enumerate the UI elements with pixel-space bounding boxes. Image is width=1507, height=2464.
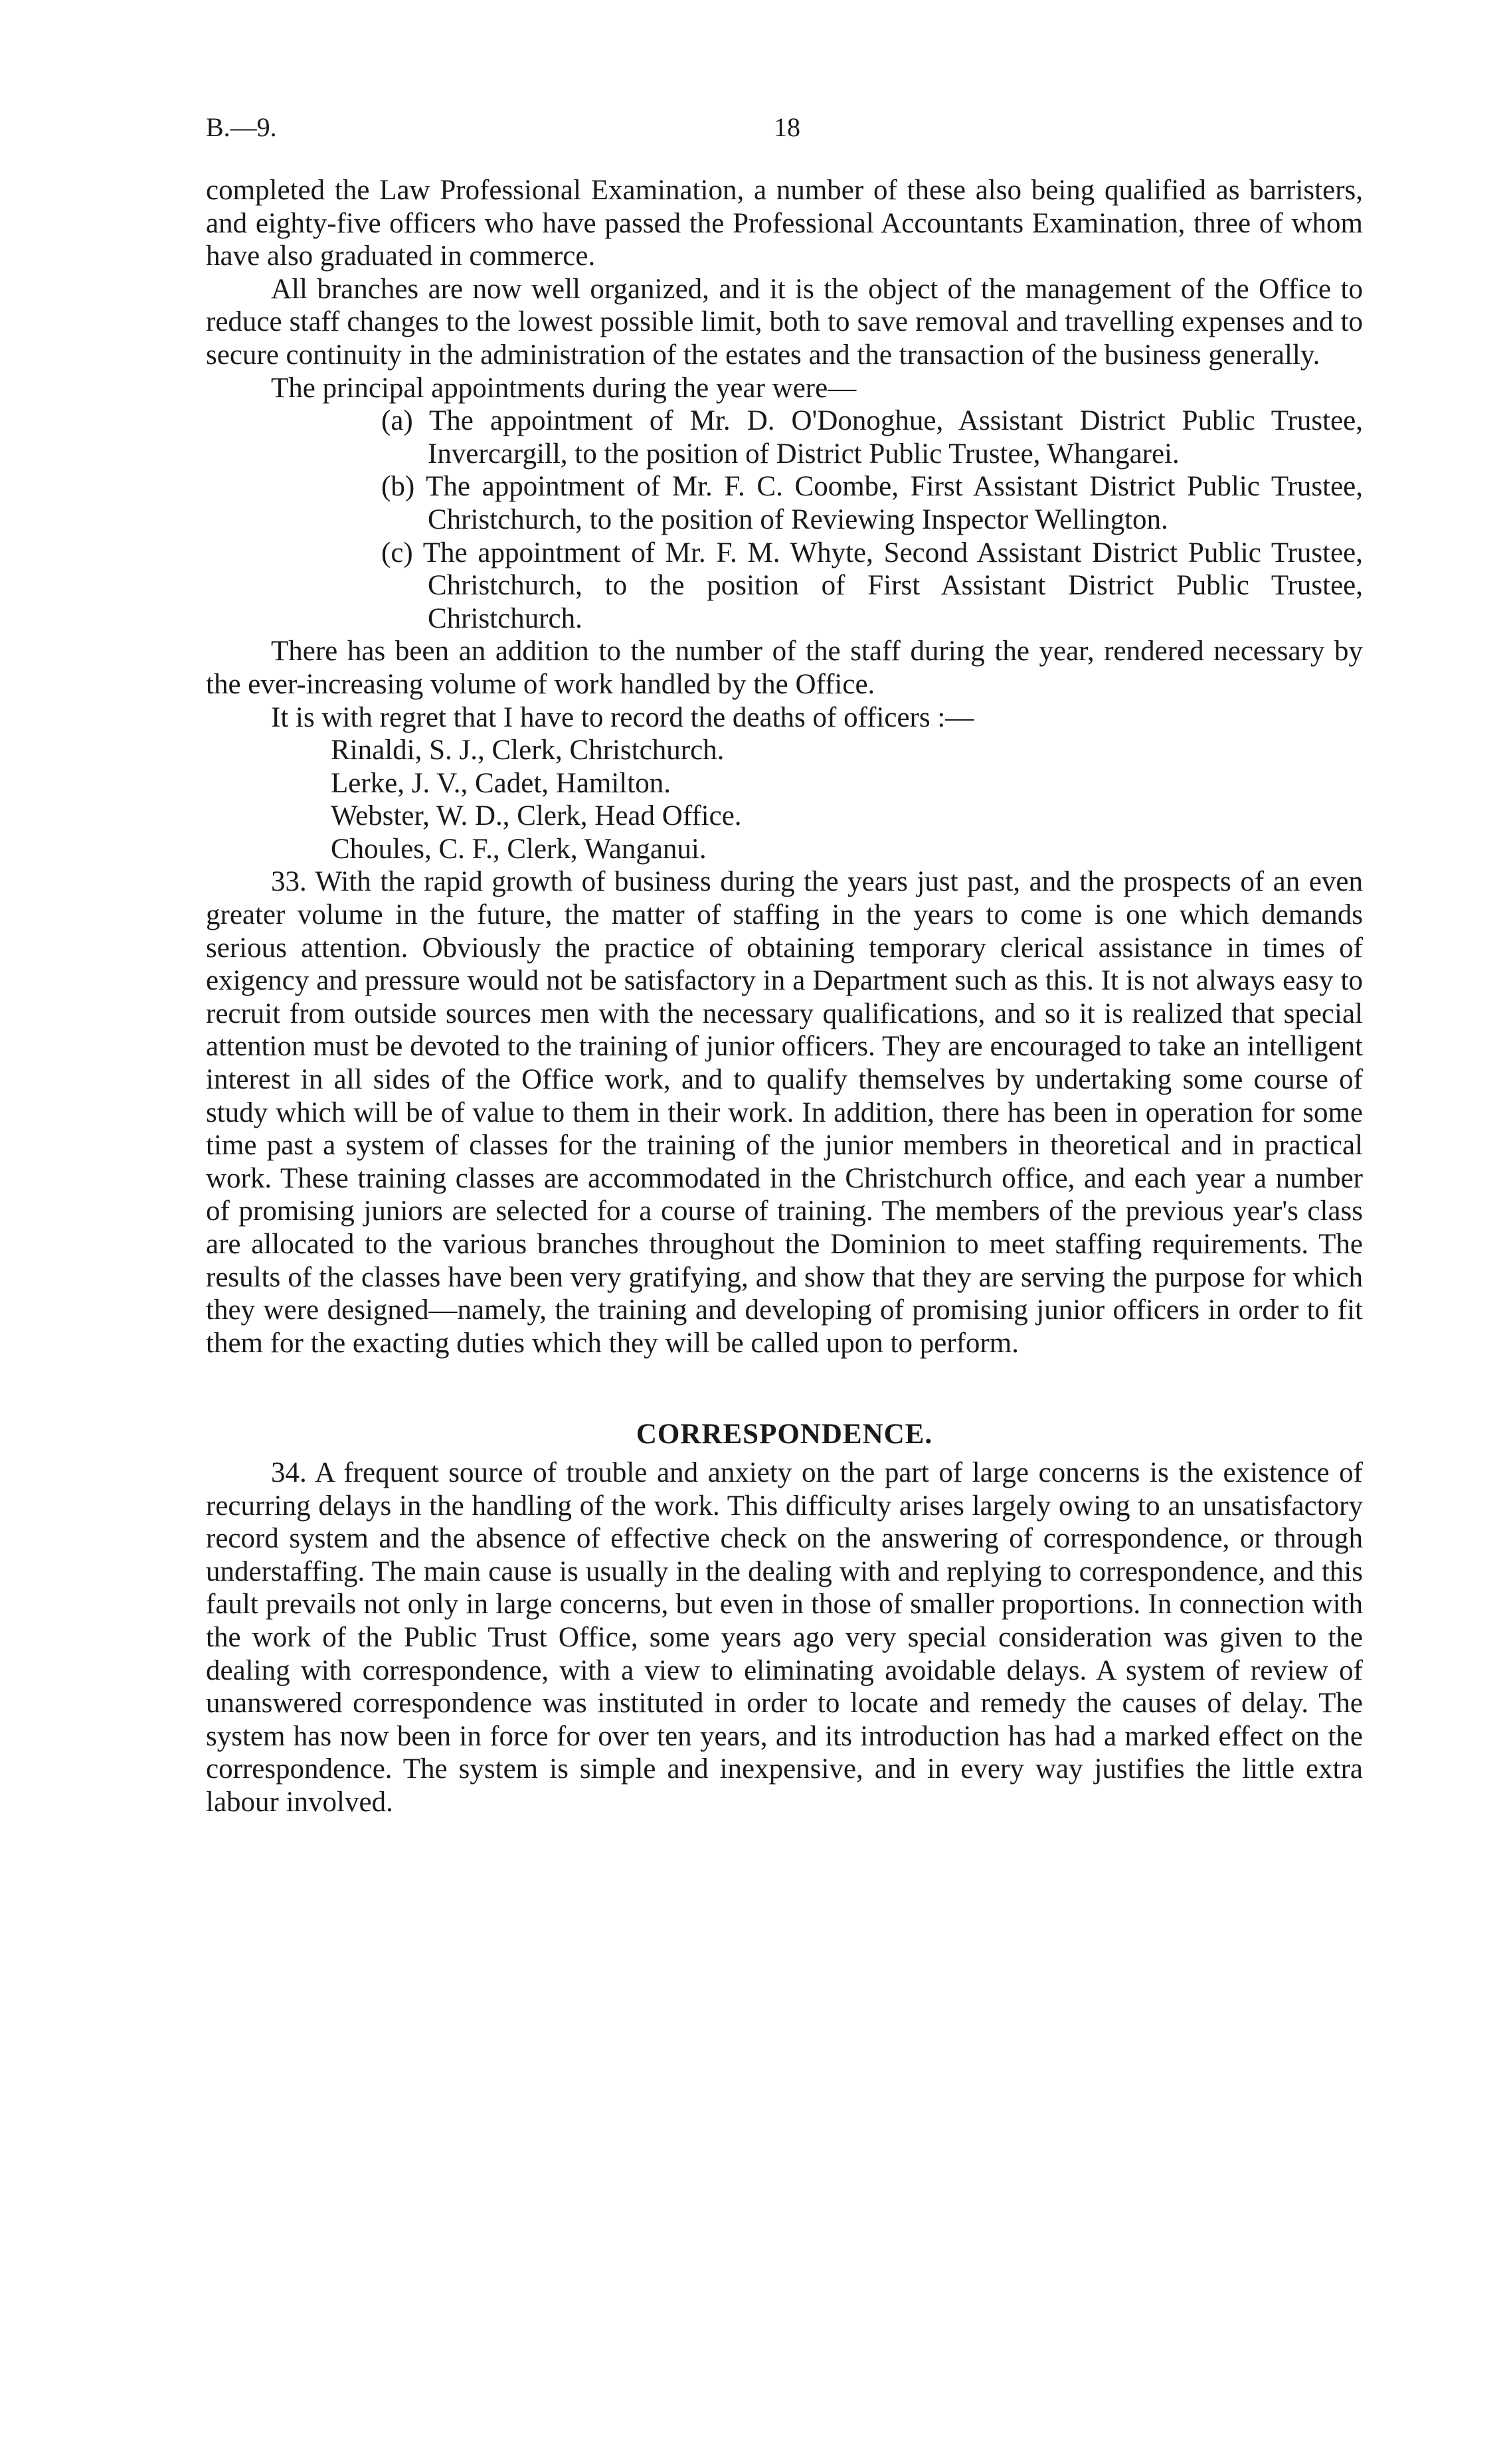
- appointment-item: (b) The appointment of Mr. F. C. Coombe, First Assistant District Public Trustee, Christchurch, to the position of Reviewing Inspector Wellington.: [381, 471, 1363, 535]
- paragraph-deaths-intro: It is with regret that I have to record the deaths of officers :—: [271, 701, 974, 733]
- appointments-list: [206, 404, 1363, 635]
- deceased-officer: Choules, C. F., Clerk, Wanganui.: [331, 833, 707, 865]
- deceased-officer: Rinaldi, S. J., Clerk, Christchurch.: [331, 735, 725, 766]
- body-text: [206, 174, 1363, 1819]
- appointment-item: (c) The appointment of Mr. F. M. Whyte, Second Assistant District Public Trustee, Christchurch, to the position of First Assistant District Public Trustee, Christchurch.: [381, 537, 1363, 634]
- appointment-item: (a) The appointment of Mr. D. O'Donoghue, Assistant District Public Trustee, Invercargill, to the position of District Public Trustee, Whangarei.: [381, 405, 1363, 470]
- paragraph-appointments-intro: The principal appointments during the year were—: [271, 372, 857, 404]
- paragraph-section-33: 33. With the rapid growth of business during the years just past, and the prospects of an even greater volume in the future, the matter of staffing in the years to come is one which demands serious attention. Obviously the practice of obtaining temporary clerical assistance in times of exigency and pressure would not be satisfactory in a Department such as this. It is not always easy to recruit from outside sources men with the necessary qualifications, and so it is realized that special attention must be devoted to the training of junior officers. They are encouraged to take an intelligent interest in all sides of the Office work, and to qualify themselves by undertaking some course of study which will be of value to them in their work. In addition, there has been in operation for some time past a system of classes for the training of the junior members in theoretical and in practical work. These training classes are accommodated in the Christchurch office, and each year a number of promising juniors are selected for a course of training. The members of the previous year's class are allocated to the various branches throughout the Dominion to meet staffing requirements. The results of the classes have been very gratifying, and show that they are serving the purpose for which they were designed—namely, the training and developing of promising junior officers in order to fit them for the exacting duties which they will be called upon to perform.: [206, 866, 1363, 1359]
- section-heading-correspondence: CORRESPONDENCE.: [636, 1419, 933, 1451]
- page-header: [206, 112, 1362, 151]
- section-spacer: [206, 1360, 1363, 1418]
- document-reference: B.—9.: [206, 112, 277, 142]
- paragraph-branches: All branches are now well organized, and it is the object of the management of the Office to reduce staff changes to the lowest possible limit, both to save removal and travelling expenses and to secure continuity in the administration of the estates and the transaction of the business generally.: [206, 273, 1363, 371]
- deceased-officer: Webster, W. D., Clerk, Head Office.: [331, 800, 742, 832]
- paragraph-section-34: 34. A frequent source of trouble and anxiety on the part of large concerns is the existence of recurring delays in the handling of the work. This difficulty arises largely owing to an unsatisfactory record system and the absence of effective check on the answering of correspondence, or through understaffing. The main cause is usually in the dealing with and replying to correspondence, and this fault prevails not only in large concerns, but even in those of smaller proportions. In connection with the work of the Public Trust Office, some years ago very special consideration was given to the dealing with correspondence, with a view to eliminating avoidable delays. A system of review of unanswered correspondence was instituted in order to locate and remedy the causes of delay. The system has now been in force for over ten years, and its introduction has had a marked effect on the correspondence. The system is simple and inexpensive, and in every way justifies the little extra labour involved.: [206, 1456, 1363, 1818]
- paragraph-continuation: completed the Law Professional Examination, a number of these also being qualified as barristers, and eighty-five officers who have passed the Professional Accountants Examination, three of whom have also graduated in commerce.: [206, 175, 1363, 272]
- page-number: 18: [774, 112, 800, 142]
- deaths-list: [206, 734, 1363, 865]
- paragraph-staff-addition: There has been an addition to the number of the staff during the year, rendered necessary by the ever-increasing volume of work handled by the Office.: [206, 636, 1363, 700]
- deceased-officer: Lerke, J. V., Cadet, Hamilton.: [331, 767, 671, 799]
